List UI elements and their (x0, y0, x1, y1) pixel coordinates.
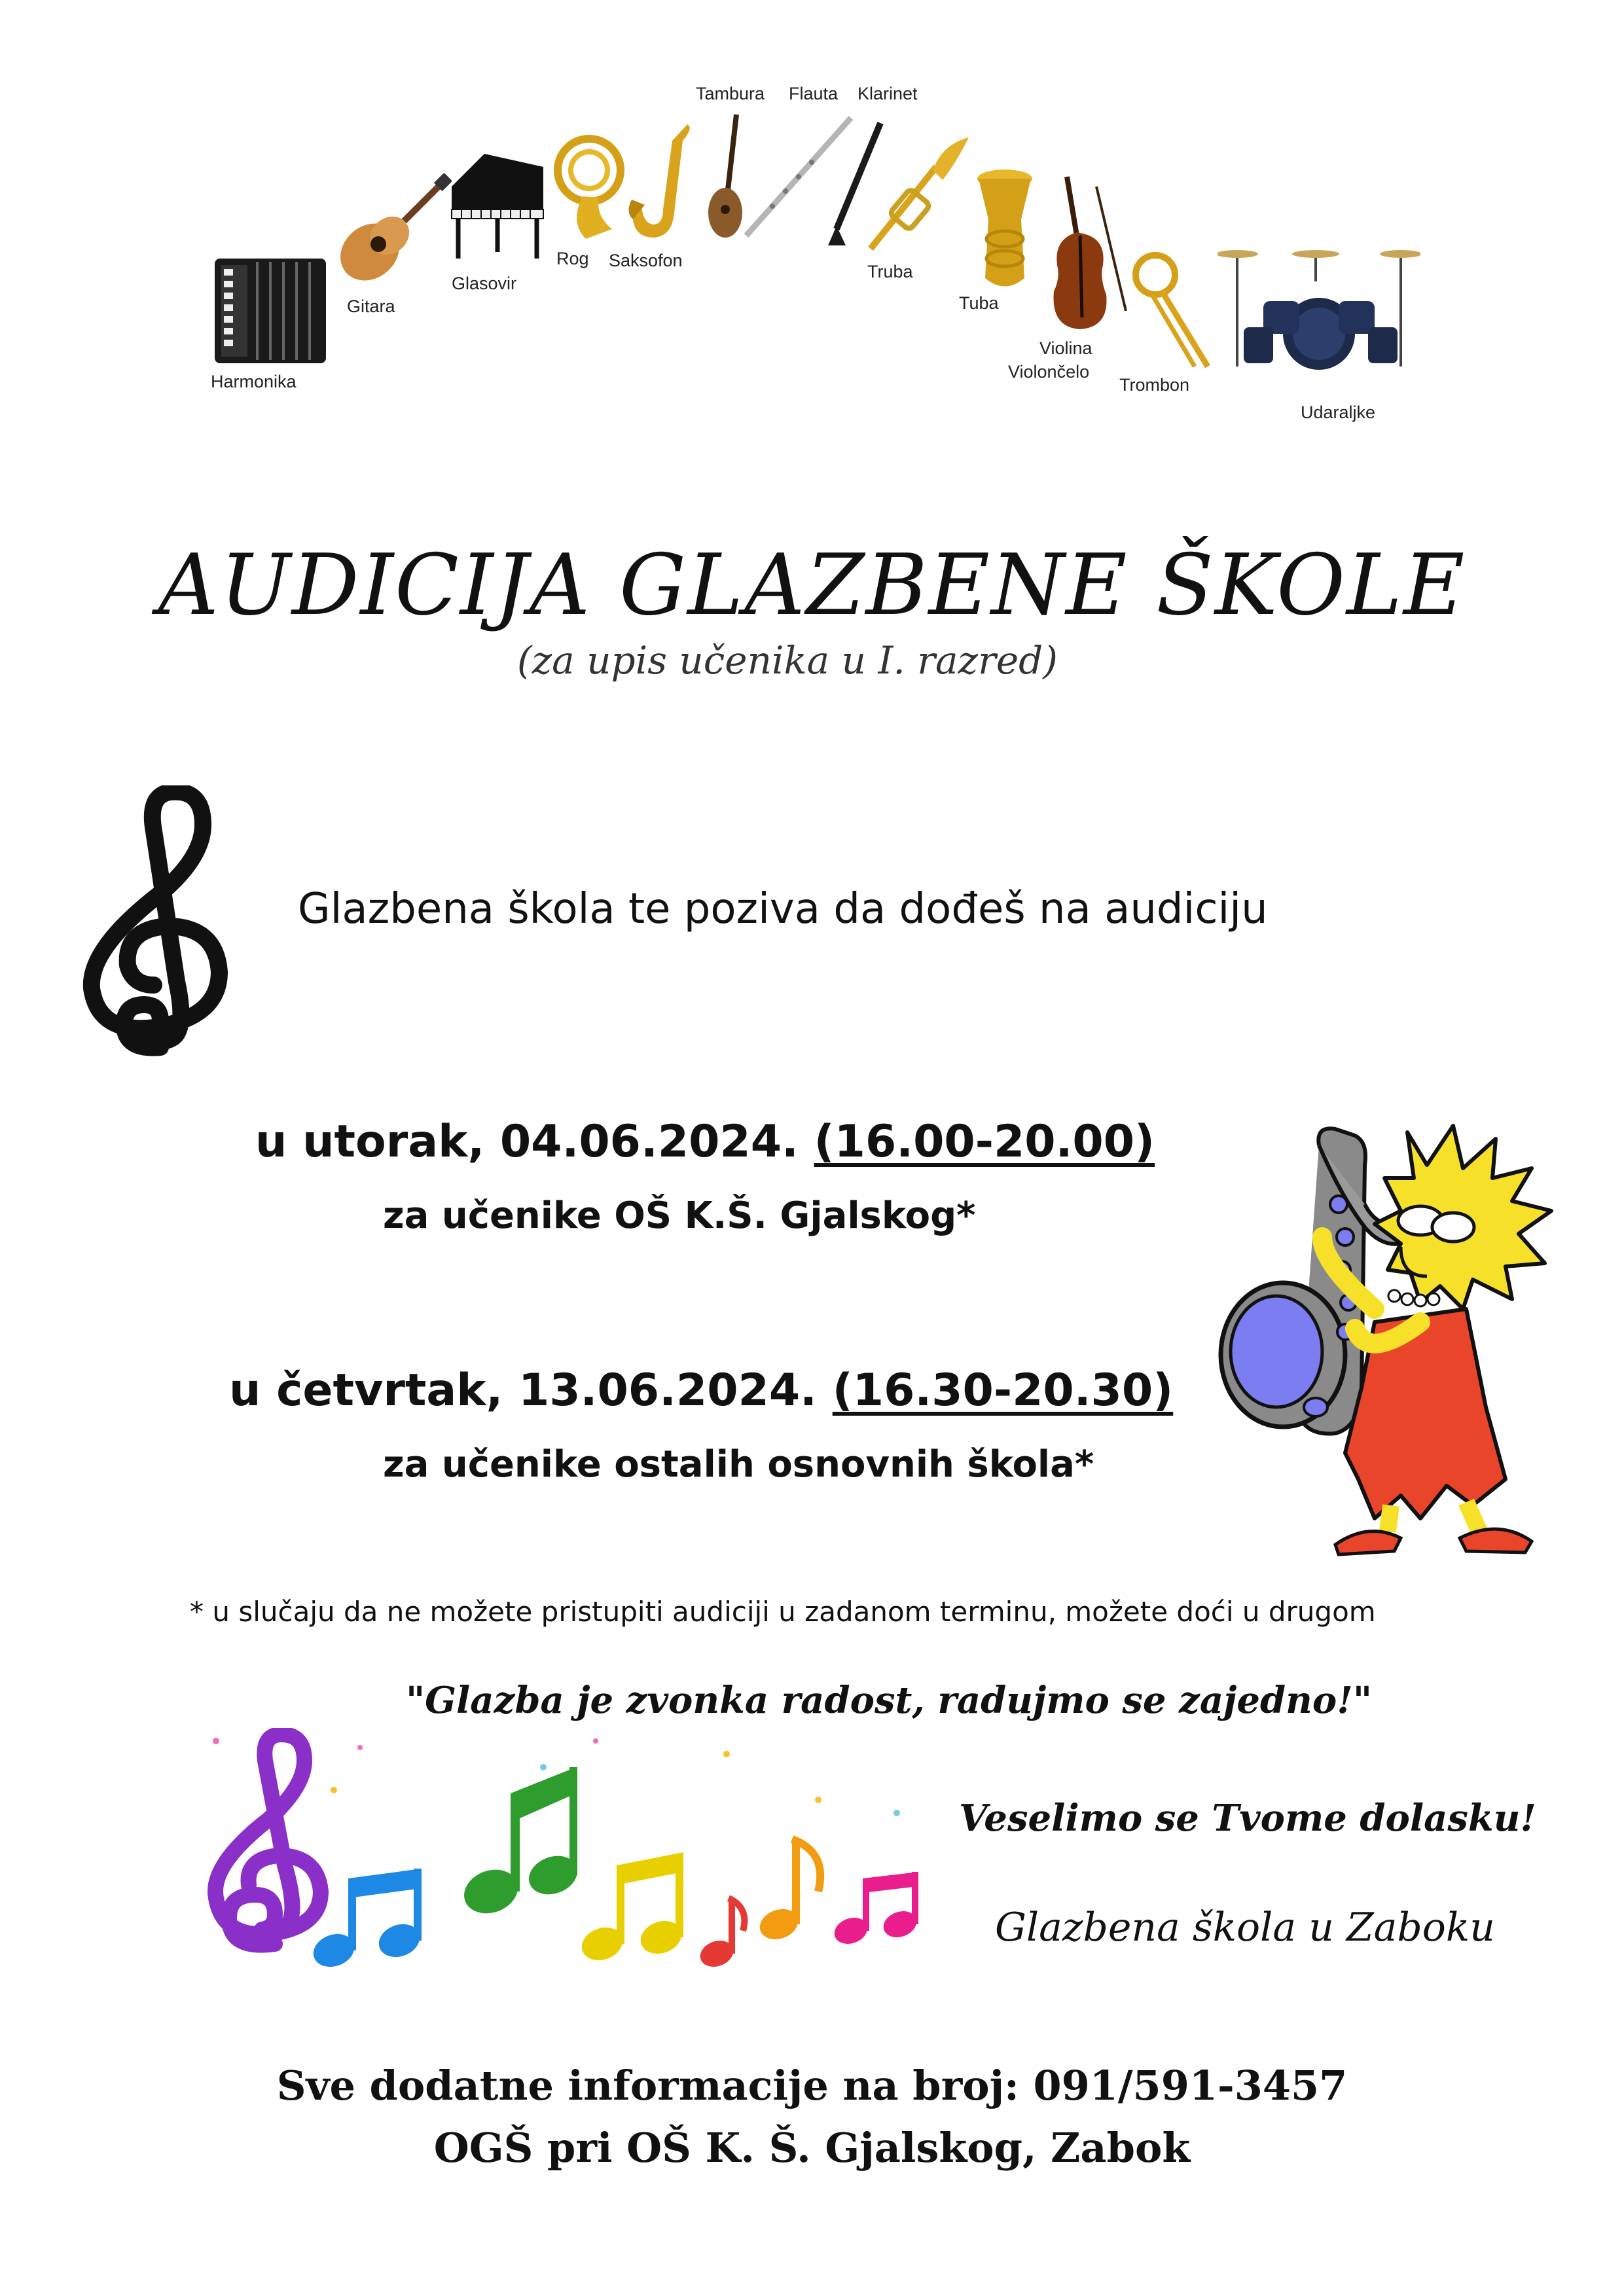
guitar-icon (334, 173, 452, 288)
treble-clef-icon (62, 785, 239, 1060)
label-klarinet: Klarinet (857, 84, 918, 103)
school-signature: Glazbena škola u Zaboku (995, 1905, 1495, 1950)
session-2-day: u četvrtak, 13.06.2024. (229, 1365, 818, 1416)
label-tuba: Tuba (959, 293, 999, 313)
session-1-audience: za učenike OŠ K.Š. Gjalskog* (383, 1194, 976, 1237)
session-1-day: u utorak, 04.06.2024. (255, 1116, 799, 1168)
footer-contact: Sve dodatne informacije na broj: 091/591-3457 (276, 2062, 1348, 2109)
trombone-icon (1126, 245, 1218, 373)
session-2-audience: za učenike ostalih osnovnih škola* (383, 1443, 1094, 1486)
label-violina: Violina (1039, 338, 1092, 358)
piano-icon (445, 147, 550, 265)
accordion-icon (208, 252, 333, 370)
invitation-text: Glazbena škola te poziva da dođeš na audiciju (298, 885, 1268, 933)
trumpet-icon (857, 131, 975, 262)
footnote: * u slučaju da ne možete pristupiti audiciji u zadanom terminu, možete doći u drugom (190, 1596, 1376, 1628)
label-udaraljke: Udaraljke (1301, 403, 1376, 422)
session-2-time: (16.30-20.30) (832, 1365, 1174, 1416)
footer-organizer: OGŠ pri OŠ K. Š. Gjalskog, Zabok (433, 2124, 1191, 2172)
label-saksofon: Saksofon (609, 251, 683, 270)
page-subtitle: (za upis učenika u I. razred) (517, 638, 1058, 683)
tuba-icon (969, 167, 1041, 295)
session-1-time: (16.00-20.00) (814, 1116, 1155, 1168)
page-title: AUDICIJA GLAZBENE ŠKOLE (158, 537, 1466, 634)
label-gitara: Gitara (347, 296, 395, 316)
label-violoncelo: Violončelo (1008, 362, 1090, 382)
drum-kit-icon (1218, 242, 1420, 373)
session-2-date (229, 1365, 1173, 1416)
saxophone-icon (625, 121, 697, 245)
label-rog: Rog (556, 249, 589, 268)
session-1-date (255, 1116, 1155, 1168)
label-truba: Truba (867, 262, 913, 281)
label-harmonika: Harmonika (211, 372, 297, 391)
welcome-text: Veselimo se Tvome dolasku! (959, 1797, 1537, 1840)
label-glasovir: Glasovir (452, 274, 517, 293)
label-tambura: Tambura (696, 84, 765, 103)
label-flauta: Flauta (789, 84, 839, 103)
saxophone-character-icon (1204, 1113, 1597, 1571)
violin-icon (1038, 173, 1129, 337)
colorful-music-notes-icon (190, 1728, 936, 1990)
french-horn-icon (550, 124, 635, 242)
quote-text: "Glazba je zvonka radost, radujmo se zajedno!" (406, 1679, 1372, 1722)
label-trombon: Trombon (1119, 375, 1190, 395)
